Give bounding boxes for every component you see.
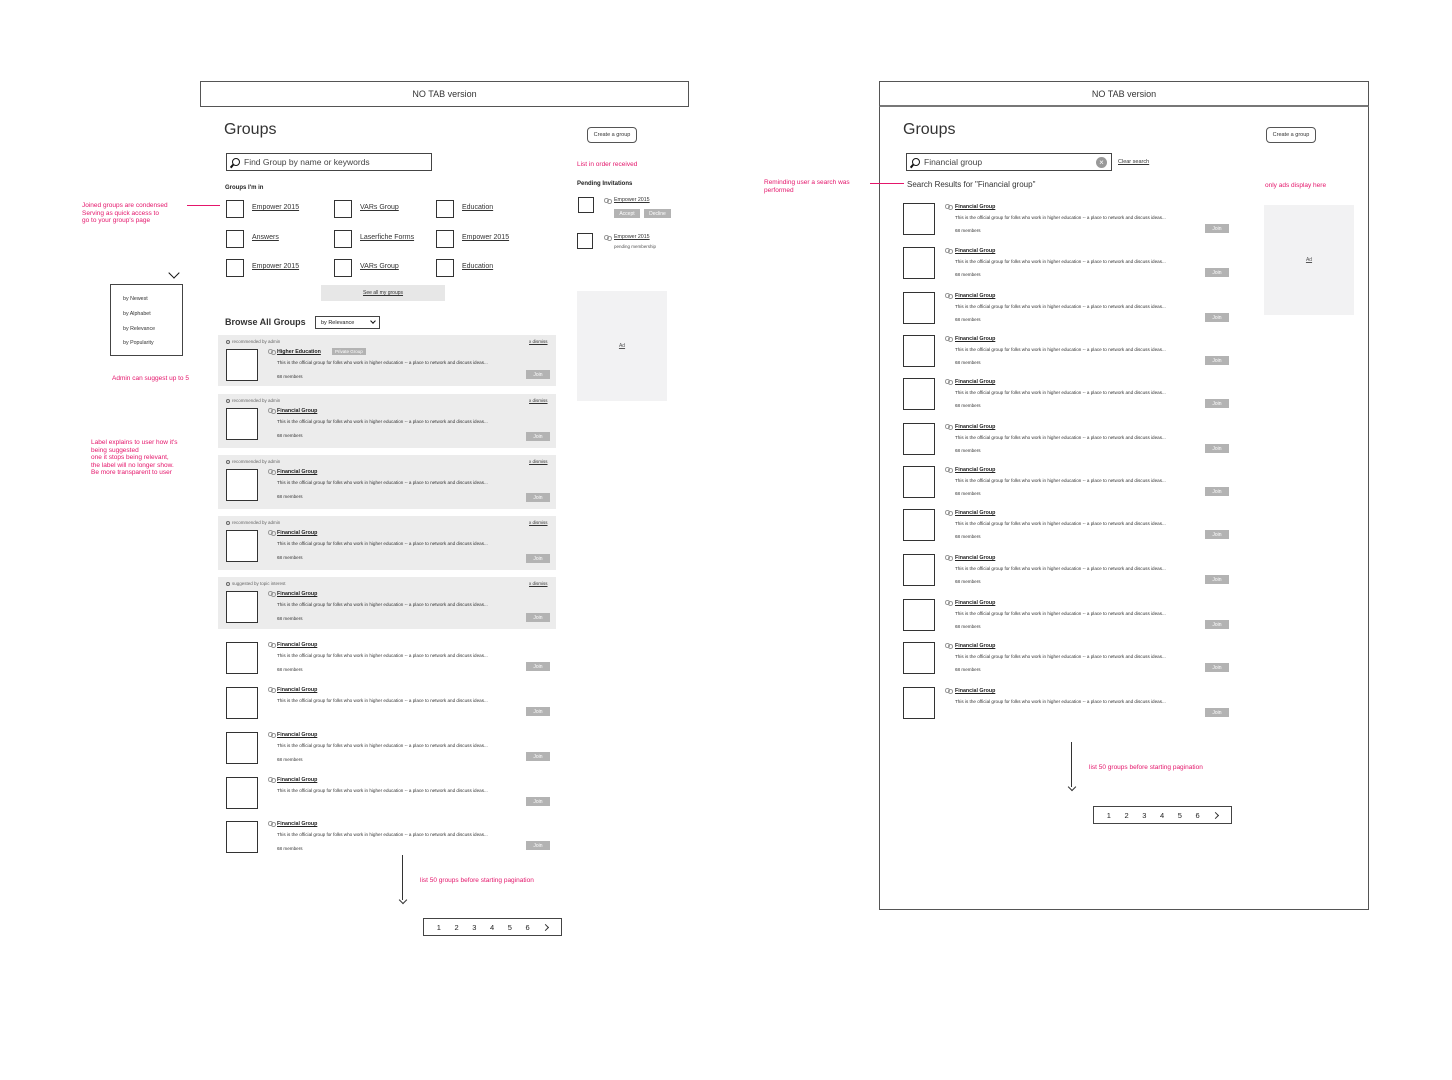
group-name-link[interactable]: Financial Group [277, 821, 318, 827]
page-number[interactable]: 3 [1142, 810, 1147, 820]
people-icon [945, 600, 952, 605]
people-icon [945, 643, 952, 648]
dismiss-link[interactable]: x dismiss [529, 520, 548, 525]
dismiss-link[interactable]: x dismiss [529, 398, 548, 403]
member-count: 68 members [955, 448, 981, 453]
join-button[interactable]: Join [1205, 399, 1229, 408]
my-group-thumbnail[interactable] [226, 200, 244, 218]
my-group-thumbnail[interactable] [436, 230, 454, 248]
my-group-link[interactable]: VARs Group [360, 263, 399, 270]
people-icon [945, 379, 952, 384]
right-search-input[interactable] [906, 153, 1112, 171]
people-icon [268, 349, 275, 354]
right-create-group-button[interactable]: Create a group [1266, 127, 1316, 143]
group-name-link[interactable]: Financial Group [277, 777, 318, 783]
info-icon [226, 460, 230, 464]
group-description: This is the official group for folks who work in higher education -- a place to network and discuss ideas... [277, 788, 488, 793]
group-card [218, 769, 556, 813]
people-icon [945, 204, 952, 209]
member-count: 68 members [955, 667, 981, 672]
group-name-link[interactable]: Financial Group [277, 732, 318, 738]
sort-select[interactable] [315, 316, 380, 329]
group-description: This is the official group for folks who work in higher education -- a place to network and discuss ideas... [955, 347, 1166, 352]
group-name-link[interactable]: Financial Group [955, 293, 996, 299]
member-count: 68 members [277, 433, 303, 438]
group-description: This is the official group for folks who work in higher education -- a place to network and discuss ideas... [955, 699, 1166, 704]
join-button[interactable]: Join [1205, 708, 1229, 717]
suggestion-label [226, 581, 286, 586]
group-thumbnail [903, 687, 935, 719]
info-icon [226, 521, 230, 525]
search-result-card [903, 203, 1233, 243]
group-card [218, 679, 556, 723]
join-button[interactable]: Join [1205, 575, 1229, 584]
member-count: 68 members [277, 555, 303, 560]
member-count: 68 members [955, 272, 981, 277]
my-group-thumbnail[interactable] [334, 200, 352, 218]
group-name-link[interactable]: Financial Group [955, 336, 996, 342]
group-description: This is the official group for folks who work in higher education -- a place to network and discuss ideas... [277, 541, 488, 546]
right-ad-slot[interactable] [1264, 205, 1354, 315]
arrow-down-icon [398, 896, 406, 904]
group-description: This is the official group for folks who work in higher education -- a place to network and discuss ideas... [277, 419, 488, 424]
people-icon [268, 642, 275, 647]
group-name-link[interactable]: Financial Group [277, 642, 318, 648]
group-thumbnail [903, 335, 935, 367]
group-description: This is the official group for folks who work in higher education -- a place to network and discuss ideas... [955, 654, 1166, 659]
search-result-card [903, 599, 1233, 639]
member-count: 68 members [277, 757, 303, 762]
member-count: 68 members [955, 624, 981, 629]
join-button[interactable]: Join [1205, 530, 1229, 539]
join-button[interactable]: Join [526, 752, 550, 761]
right-search-value: Financial group [924, 157, 983, 167]
page-number[interactable]: 6 [525, 922, 530, 932]
group-description: This is the official group for folks who work in higher education -- a place to network and discuss ideas... [955, 259, 1166, 264]
group-name-link[interactable]: Financial Group [955, 204, 996, 210]
suggestion-label-text: recommended by admin [232, 398, 281, 403]
my-group-thumbnail[interactable] [436, 200, 454, 218]
search-result-card [903, 466, 1233, 506]
group-description: This is the official group for folks who work in higher education -- a place to network and discuss ideas... [955, 304, 1166, 309]
join-button[interactable]: Join [526, 370, 550, 379]
group-card [218, 724, 556, 768]
group-thumbnail [903, 247, 935, 279]
private-group-badge: Private Group [332, 348, 366, 355]
group-name-link[interactable]: Financial Group [955, 510, 996, 516]
join-button[interactable]: Join [526, 662, 550, 671]
group-thumbnail [226, 777, 258, 809]
join-button[interactable]: Join [526, 554, 550, 563]
join-button[interactable]: Join [526, 797, 550, 806]
chevron-right-icon[interactable] [542, 923, 549, 930]
pending-invitations-heading: Pending Invitations [577, 181, 633, 187]
people-icon [945, 688, 952, 693]
group-name-link[interactable]: Financial Group [955, 424, 996, 430]
page-number[interactable]: 2 [1124, 810, 1129, 820]
search-result-card [903, 247, 1233, 287]
annotation-connector [187, 205, 220, 206]
sort-selected-value: by Relevance [321, 319, 355, 326]
dismiss-link[interactable]: x dismiss [529, 581, 548, 586]
group-thumbnail [226, 591, 258, 623]
people-icon [604, 198, 611, 203]
member-count: 68 members [277, 846, 303, 851]
join-button[interactable]: Join [526, 707, 550, 716]
group-card [218, 516, 556, 570]
people-icon [268, 777, 275, 782]
clear-icon[interactable]: × [1096, 157, 1107, 168]
page-number[interactable]: 4 [1159, 810, 1165, 820]
group-card [218, 634, 556, 678]
page-number[interactable]: 1 [436, 922, 441, 932]
my-group-link[interactable]: Answers [252, 234, 279, 241]
annotation-pagination-left: list 50 groups before starting pagination [420, 877, 534, 884]
my-group-link[interactable]: VARs Group [360, 204, 399, 211]
page-number[interactable]: 4 [489, 922, 495, 932]
dropdown-item-alphabet[interactable]: by Alphabet [123, 311, 151, 317]
join-button[interactable]: Join [526, 432, 550, 441]
group-thumbnail [903, 423, 935, 455]
group-name-link[interactable]: Financial Group [955, 555, 996, 561]
people-icon [945, 248, 952, 253]
group-card [218, 394, 556, 448]
group-name-link[interactable]: Financial Group [277, 530, 318, 536]
group-name-link[interactable]: Financial Group [955, 600, 996, 606]
group-description: This is the official group for folks who work in higher education -- a place to network and discuss ideas... [955, 611, 1166, 616]
join-button[interactable]: Join [526, 841, 550, 850]
dismiss-link[interactable]: x dismiss [529, 459, 548, 464]
group-card [218, 335, 556, 386]
group-thumbnail [903, 642, 935, 674]
my-group-link[interactable]: Laserfiche Forms [360, 234, 415, 241]
search-result-card [903, 335, 1233, 375]
group-description: This is the official group for folks who work in higher education -- a place to network and discuss ideas... [955, 521, 1166, 526]
pending-group-name[interactable]: Empower 2015 [614, 197, 650, 203]
suggestion-label-text: recommended by admin [232, 339, 281, 344]
annotation-order: List in order received [577, 161, 638, 168]
group-description: This is the official group for folks who work in higher education -- a place to network and discuss ideas... [955, 390, 1166, 395]
annotation-connector [870, 183, 904, 184]
page-number[interactable]: 6 [1195, 810, 1200, 820]
chevron-down-icon[interactable] [168, 267, 179, 278]
annotation-pagination-right: list 50 groups before starting pagination [1089, 764, 1203, 771]
info-icon [226, 582, 230, 586]
search-result-card [903, 509, 1233, 549]
group-thumbnail [226, 408, 258, 440]
page-number[interactable]: 5 [507, 922, 512, 932]
group-thumbnail [226, 469, 258, 501]
join-button[interactable]: Join [1205, 356, 1229, 365]
info-icon [226, 399, 230, 403]
group-name-link[interactable]: Financial Group [955, 248, 996, 254]
page-number[interactable]: 1 [1106, 810, 1111, 820]
join-button[interactable]: Join [1205, 487, 1229, 496]
people-icon [945, 555, 952, 560]
member-count: 68 members [277, 494, 303, 499]
info-icon [226, 340, 230, 344]
join-button[interactable]: Join [526, 493, 550, 502]
member-count: 68 members [955, 403, 981, 408]
people-icon [268, 591, 275, 596]
left-ad-slot[interactable] [577, 291, 667, 401]
group-description: This is the official group for folks who work in higher education -- a place to network and discuss ideas... [277, 832, 488, 837]
group-description: This is the official group for folks who work in higher education -- a place to network and discuss ideas... [955, 478, 1166, 483]
suggestion-label-text: recommended by admin [232, 520, 281, 525]
annotation-admin: Admin can suggest up to 5 [112, 375, 189, 382]
group-name-link[interactable]: Financial Group [955, 467, 996, 473]
suggestion-label [226, 339, 280, 344]
group-description: This is the official group for folks who work in higher education -- a place to network and discuss ideas... [277, 653, 488, 658]
group-card [218, 813, 556, 857]
group-thumbnail [226, 349, 258, 381]
group-name-link[interactable]: Higher Education [277, 349, 321, 355]
annotation-label: Label explains to user how it's being suggested one it stops being relevant, the label will no longer show. Be more transparent to user [91, 439, 178, 476]
join-button[interactable]: Join [1205, 444, 1229, 453]
my-group-thumbnail[interactable] [226, 259, 244, 277]
left-search-placeholder: Find Group by name or keywords [244, 157, 370, 167]
group-name-link[interactable]: Financial Group [277, 469, 318, 475]
people-icon [945, 510, 952, 515]
group-description: This is the official group for folks who work in higher education -- a place to network and discuss ideas... [277, 698, 488, 703]
group-thumbnail [226, 821, 258, 853]
people-icon [945, 467, 952, 472]
member-count: 68 members [277, 667, 303, 672]
group-name-link[interactable]: Financial Group [277, 408, 318, 414]
people-icon [268, 408, 275, 413]
page-number[interactable]: 2 [454, 922, 459, 932]
page-number[interactable]: 5 [1177, 810, 1182, 820]
ad-label: Ad [1305, 257, 1313, 263]
dismiss-link[interactable]: x dismiss [529, 339, 548, 344]
browse-all-heading: Browse All Groups [225, 317, 306, 327]
dropdown-item-newest[interactable]: by Newest [123, 296, 148, 302]
chevron-right-icon[interactable] [1212, 811, 1219, 818]
group-thumbnail [903, 378, 935, 410]
annotation-only-ads: only ads display here [1265, 182, 1327, 189]
group-description: This is the official group for folks who work in higher education -- a place to network and discuss ideas... [955, 215, 1166, 220]
group-card [218, 577, 556, 629]
people-icon [604, 235, 611, 240]
search-icon [912, 158, 920, 166]
pending-thumbnail [578, 197, 594, 213]
join-button[interactable]: Join [1205, 224, 1229, 233]
people-icon [945, 424, 952, 429]
people-icon [945, 293, 952, 298]
group-thumbnail [903, 554, 935, 586]
group-card [218, 455, 556, 509]
group-thumbnail [226, 732, 258, 764]
annotation-joined: Joined groups are condensed Serving as quick access to go to your group's page [82, 202, 168, 224]
search-results-heading: Search Results for "Financial group" [907, 180, 1036, 189]
suggestion-label-text: suggested by topic interest [232, 581, 286, 586]
my-group-link[interactable]: Empower 2015 [462, 234, 510, 241]
my-group-link[interactable]: Education [462, 204, 494, 211]
dropdown-item-relevance[interactable]: by Relevance [123, 326, 156, 332]
search-icon [232, 158, 240, 166]
suggestion-label [226, 459, 280, 464]
my-group-thumbnail[interactable] [334, 230, 352, 248]
member-count: 68 members [277, 374, 303, 379]
group-description: This is the official group for folks who work in higher education -- a place to network and discuss ideas... [277, 602, 488, 607]
group-name-link[interactable]: Financial Group [277, 687, 318, 693]
chevron-down-icon [370, 318, 376, 324]
decline-button[interactable]: Decline [644, 209, 671, 218]
suggestion-label-text: recommended by admin [232, 459, 281, 464]
right-pagination [1093, 806, 1232, 824]
pending-thumbnail [577, 233, 593, 249]
group-name-link[interactable]: Financial Group [955, 643, 996, 649]
people-icon [268, 530, 275, 535]
pending-group-name[interactable]: Empower 2015 [614, 234, 650, 240]
my-group-thumbnail[interactable] [436, 259, 454, 277]
people-icon [268, 687, 275, 692]
sort-dropdown-menu [110, 284, 183, 356]
suggestion-label [226, 398, 280, 403]
pending-membership-status: pending membership [614, 244, 657, 249]
ad-label: Ad [618, 343, 626, 349]
join-button[interactable]: Join [526, 613, 550, 622]
group-thumbnail [903, 599, 935, 631]
member-count: 68 members [277, 616, 303, 621]
group-thumbnail [226, 642, 258, 674]
join-button[interactable]: Join [1205, 663, 1229, 672]
my-group-thumbnail[interactable] [226, 230, 244, 248]
arrow-line [402, 855, 403, 900]
my-group-link[interactable]: Empower 2015 [252, 204, 300, 211]
member-count: 68 members [955, 228, 981, 233]
left-banner: NO TAB version [200, 81, 689, 107]
see-all-groups-link[interactable]: See all my groups [321, 285, 445, 301]
search-result-card [903, 642, 1233, 682]
left-create-group-button[interactable]: Create a group [587, 127, 637, 143]
join-button[interactable]: Join [1205, 620, 1229, 629]
group-description: This is the official group for folks who work in higher education -- a place to network and discuss ideas... [277, 360, 488, 365]
search-result-card [903, 554, 1233, 594]
join-button[interactable]: Join [1205, 313, 1229, 322]
suggestion-label [226, 520, 280, 525]
group-thumbnail [903, 509, 935, 541]
annotation-reminding: Reminding user a search was performed [764, 179, 850, 194]
search-result-card [903, 378, 1233, 418]
group-name-link[interactable]: Financial Group [955, 379, 996, 385]
member-count: 68 members [955, 360, 981, 365]
my-group-link[interactable]: Empower 2015 [252, 263, 300, 270]
group-name-link[interactable]: Financial Group [277, 591, 318, 597]
search-result-card [903, 687, 1233, 727]
group-description: This is the official group for folks who work in higher education -- a place to network and discuss ideas... [277, 743, 488, 748]
search-result-card [903, 292, 1233, 332]
people-icon [268, 821, 275, 826]
group-thumbnail [903, 292, 935, 324]
groups-im-in-heading: Groups I'm in [225, 185, 264, 191]
member-count: 68 members [955, 317, 981, 322]
people-icon [945, 336, 952, 341]
page-number[interactable]: 3 [472, 922, 477, 932]
group-description: This is the official group for folks who work in higher education -- a place to network and discuss ideas... [277, 480, 488, 485]
group-description: This is the official group for folks who work in higher education -- a place to network and discuss ideas... [955, 435, 1166, 440]
my-group-link[interactable]: Education [462, 263, 494, 270]
accept-button[interactable]: Accept [614, 209, 640, 218]
group-thumbnail [226, 530, 258, 562]
right-page-title: Groups [903, 121, 956, 138]
group-description: This is the official group for folks who work in higher education -- a place to network and discuss ideas... [955, 566, 1166, 571]
people-icon [268, 732, 275, 737]
member-count: 68 members [955, 491, 981, 496]
left-page-title: Groups [224, 121, 277, 138]
member-count: 68 members [955, 579, 981, 584]
arrow-line [1071, 742, 1072, 787]
people-icon [268, 469, 275, 474]
left-pagination [423, 918, 562, 936]
group-thumbnail [903, 466, 935, 498]
group-thumbnail [226, 687, 258, 719]
right-banner: NO TAB version [879, 81, 1369, 107]
group-thumbnail [903, 203, 935, 235]
member-count: 68 members [955, 534, 981, 539]
dropdown-item-popularity[interactable]: by Popularity [123, 340, 154, 346]
my-group-thumbnail[interactable] [334, 259, 352, 277]
join-button[interactable]: Join [1205, 268, 1229, 277]
group-name-link[interactable]: Financial Group [955, 688, 996, 694]
clear-search-link[interactable]: Clear search [1118, 159, 1150, 165]
left-search-input[interactable] [226, 153, 432, 171]
search-result-card [903, 423, 1233, 463]
